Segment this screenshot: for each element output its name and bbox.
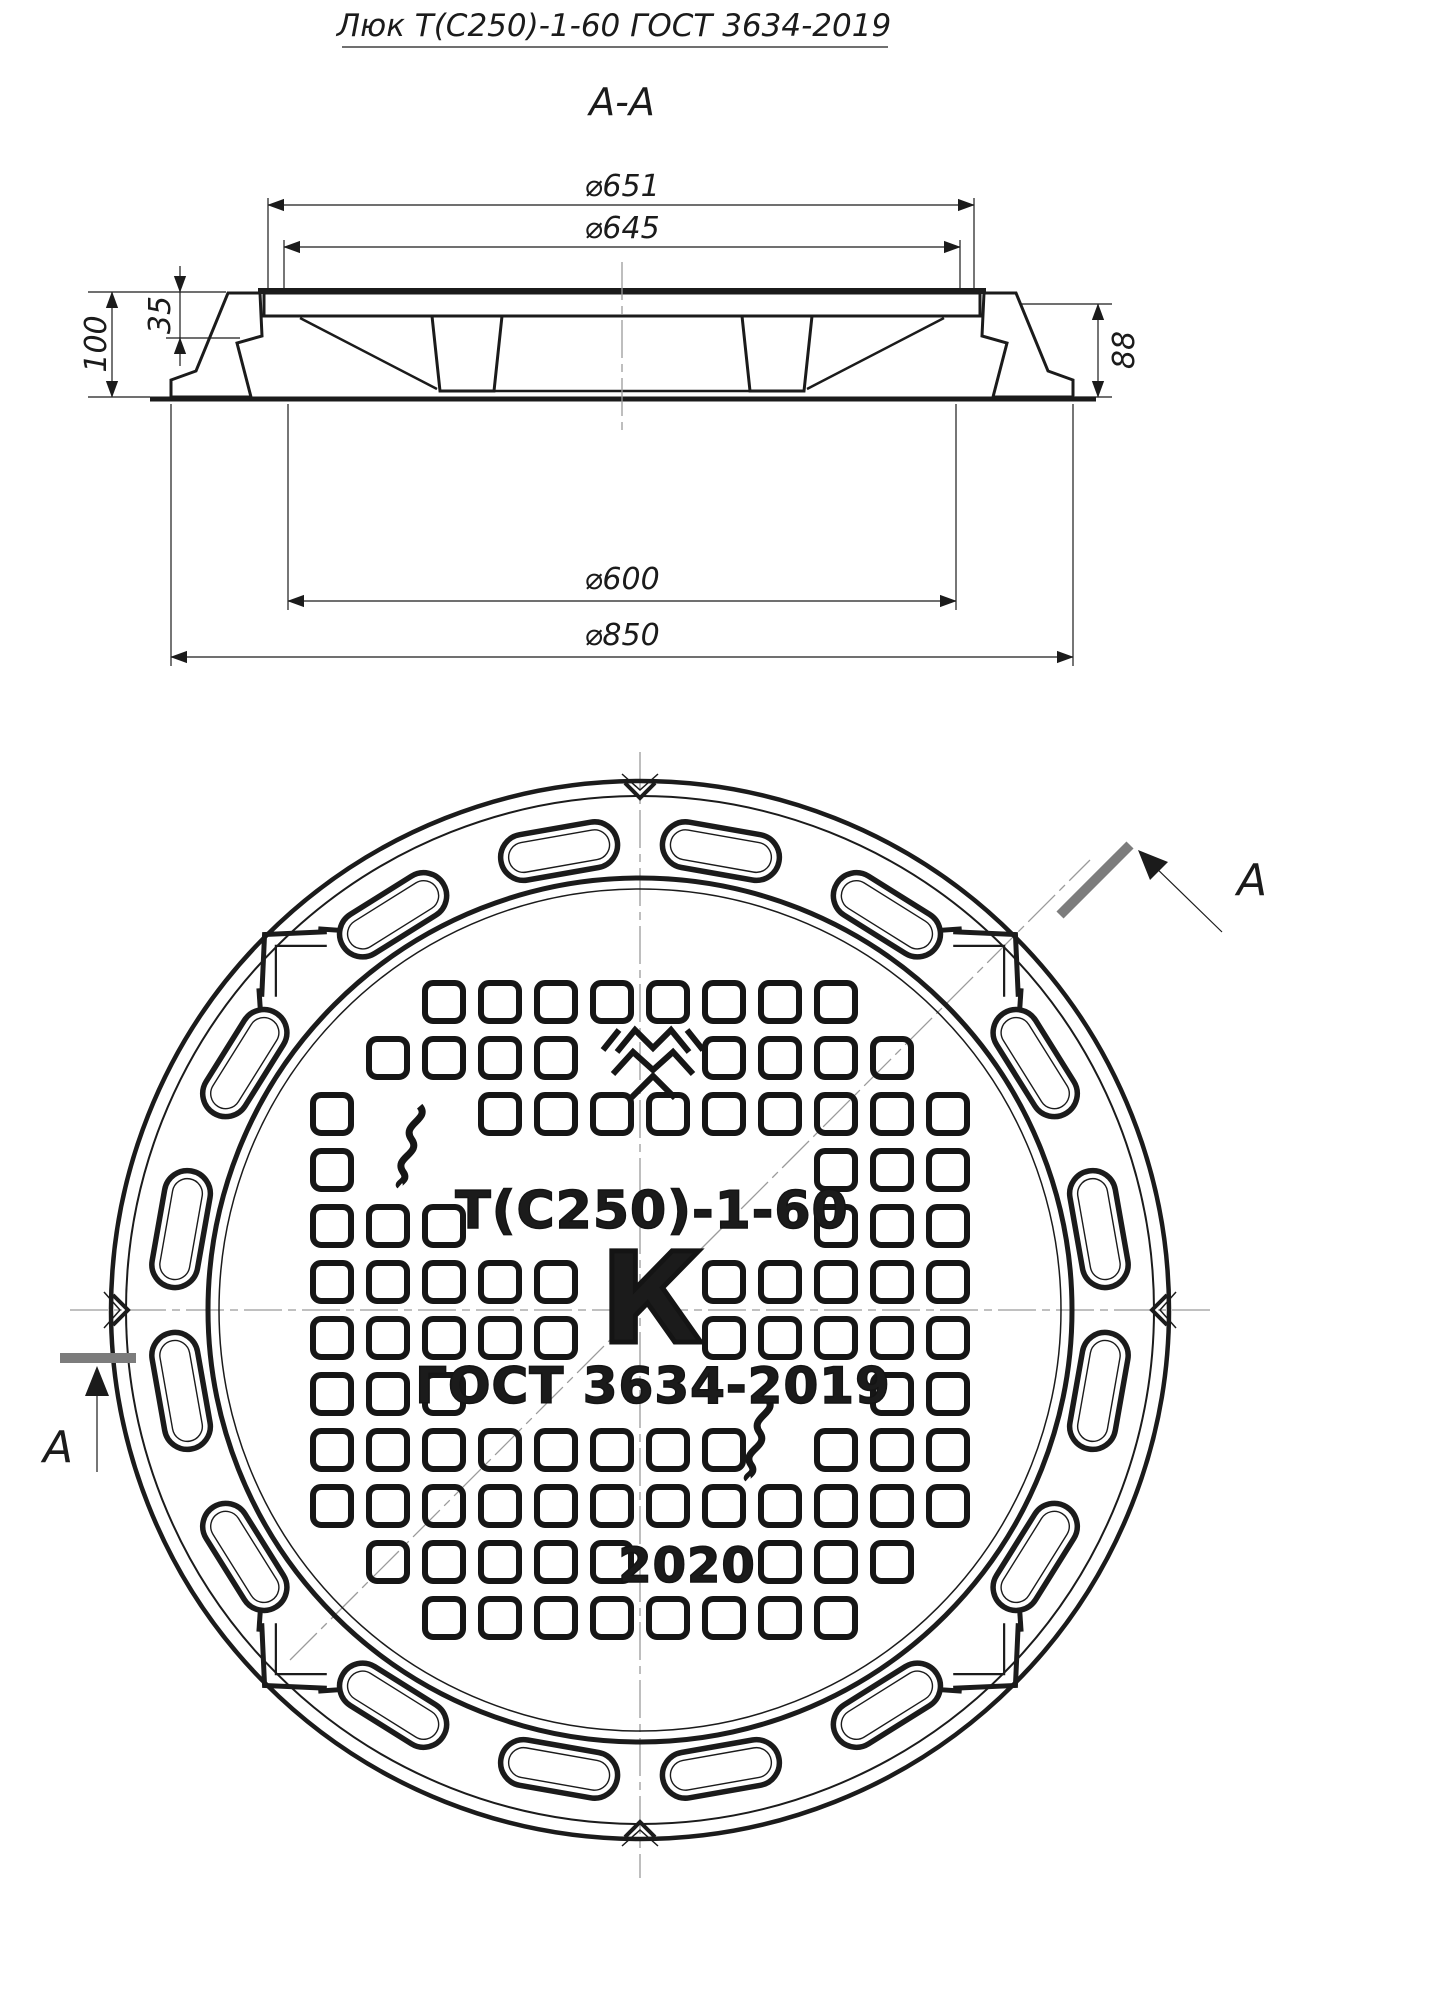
relief-square [481, 1487, 519, 1525]
dim-651-label: ⌀651 [584, 169, 660, 204]
relief-square [593, 983, 631, 1021]
relief-square [313, 1319, 351, 1357]
relief-square [761, 1263, 799, 1301]
relief-square [369, 1319, 407, 1357]
relief-square [481, 1039, 519, 1077]
relief-square [425, 1039, 463, 1077]
relief-square [369, 1039, 407, 1077]
relief-square [313, 1207, 351, 1245]
relief-square [761, 1543, 799, 1581]
relief-square [593, 1487, 631, 1525]
relief-square [425, 1543, 463, 1581]
dim-clear-opening [288, 404, 956, 610]
relief-square [817, 1263, 855, 1301]
marking-type: Т(С250)-1-60 [455, 1181, 849, 1241]
rim-slot [497, 818, 621, 884]
relief-square [649, 1487, 687, 1525]
dim-35-label: 35 [143, 295, 178, 335]
rim-slot [194, 1495, 296, 1619]
relief-square [313, 1431, 351, 1469]
relief-square [873, 1431, 911, 1469]
relief-square [705, 1599, 743, 1637]
cover-skirt-left [300, 318, 437, 389]
rim-slot [148, 1329, 214, 1453]
rim-slot [1066, 1329, 1132, 1453]
relief-square [873, 1207, 911, 1245]
top-view [70, 752, 1210, 1878]
relief-square [705, 983, 743, 1021]
rim-slot [331, 864, 455, 966]
relief-square [313, 1151, 351, 1189]
relief-square [817, 1319, 855, 1357]
relief-square [761, 1487, 799, 1525]
section-label: А-А [589, 80, 655, 124]
rim-slot [659, 818, 783, 884]
relief-square [873, 1487, 911, 1525]
relief-square [537, 1319, 575, 1357]
relief-square [649, 1431, 687, 1469]
cut-mark-a-right [1060, 845, 1267, 932]
relief-square [817, 983, 855, 1021]
relief-square [537, 1599, 575, 1637]
view-direction-arrow [1150, 862, 1222, 932]
relief-square [705, 1431, 743, 1469]
relief-square [929, 1207, 967, 1245]
relief-square [929, 1095, 967, 1133]
relief-square [369, 1263, 407, 1301]
relief-square [425, 1599, 463, 1637]
rim-slot [659, 1736, 783, 1802]
dim-645-label: ⌀645 [584, 211, 660, 246]
relief-square [313, 1095, 351, 1133]
relief-square [761, 1599, 799, 1637]
relief-square [929, 1487, 967, 1525]
rim-slot [331, 1654, 455, 1756]
rim-slot [825, 1654, 949, 1756]
relief-square [873, 1263, 911, 1301]
dim-seat-depth [143, 266, 240, 366]
cover-skirt-right [807, 318, 944, 389]
relief-square [537, 1487, 575, 1525]
relief-square [761, 983, 799, 1021]
relief-square [761, 1095, 799, 1133]
relief-square [313, 1375, 351, 1413]
relief-square [929, 1431, 967, 1469]
relief-square [369, 1487, 407, 1525]
relief-square [369, 1375, 407, 1413]
relief-square [705, 1263, 743, 1301]
relief-square [817, 1487, 855, 1525]
relief-square [929, 1319, 967, 1357]
drawing-title: Люк Т(С250)-1-60 ГОСТ 3634-2019 [336, 8, 892, 44]
relief-square [425, 1431, 463, 1469]
relief-square [705, 1039, 743, 1077]
relief-square [313, 1263, 351, 1301]
relief-square [593, 1431, 631, 1469]
relief-square [481, 1095, 519, 1133]
relief-square [929, 1375, 967, 1413]
relief-square [313, 1487, 351, 1525]
relief-square [481, 983, 519, 1021]
relief-square [425, 983, 463, 1021]
relief-square [537, 1095, 575, 1133]
relief-square [761, 1039, 799, 1077]
cover-rib-right [742, 316, 812, 391]
relief-square [481, 1599, 519, 1637]
relief-square [817, 1039, 855, 1077]
rim-slot [497, 1736, 621, 1802]
relief-square [873, 1095, 911, 1133]
relief-square [481, 1263, 519, 1301]
cover-rib-left [432, 316, 502, 391]
relief-square [481, 1319, 519, 1357]
relief-square [425, 1263, 463, 1301]
rim-slot [984, 1495, 1086, 1619]
relief-square [537, 1263, 575, 1301]
relief-square [929, 1263, 967, 1301]
marking-year: 2020 [618, 1538, 756, 1594]
dim-88-label: 88 [1107, 330, 1142, 370]
casting-squiggle-left [396, 1105, 424, 1187]
frame-left-section [171, 293, 262, 397]
cut-label-left: А [42, 1422, 74, 1473]
relief-square [817, 1543, 855, 1581]
rim-slot [1066, 1167, 1132, 1291]
relief-square [593, 1095, 631, 1133]
relief-square [873, 1319, 911, 1357]
relief-square [537, 1039, 575, 1077]
relief-square [705, 1487, 743, 1525]
cut-label-right: А [1236, 855, 1268, 906]
relief-square [649, 983, 687, 1021]
rim-slot [825, 864, 949, 966]
relief-square [369, 1207, 407, 1245]
relief-square [817, 1599, 855, 1637]
relief-square [705, 1095, 743, 1133]
frame-right-section [982, 293, 1073, 397]
marking-standard: ГОСТ 3634-2019 [415, 1357, 891, 1415]
relief-square [593, 1599, 631, 1637]
manufacturer-logo-icon [603, 1030, 703, 1098]
relief-square [817, 1431, 855, 1469]
relief-square [873, 1151, 911, 1189]
relief-square [705, 1319, 743, 1357]
relief-square [873, 1543, 911, 1581]
relief-square [649, 1599, 687, 1637]
rim-chevron-notch [225, 895, 341, 1011]
rim-slot [984, 1001, 1086, 1125]
relief-square [649, 1095, 687, 1133]
relief-square [425, 1319, 463, 1357]
section-view [79, 80, 1142, 666]
relief-square [537, 1431, 575, 1469]
rim-slot [148, 1167, 214, 1291]
view-direction-arrowhead [85, 1366, 109, 1396]
dim-frame-base [171, 404, 1073, 666]
dim-850-label: ⌀850 [584, 618, 660, 653]
dim-100-label: 100 [79, 315, 114, 373]
relief-square [537, 983, 575, 1021]
dim-600-label: ⌀600 [584, 562, 660, 597]
relief-square [369, 1431, 407, 1469]
rim-slot [194, 1001, 296, 1125]
rim-chevron-notch [939, 1609, 1055, 1725]
relief-square [481, 1543, 519, 1581]
marking-class-letter: К [600, 1227, 704, 1372]
relief-square [537, 1543, 575, 1581]
relief-square [761, 1319, 799, 1357]
relief-square [929, 1151, 967, 1189]
